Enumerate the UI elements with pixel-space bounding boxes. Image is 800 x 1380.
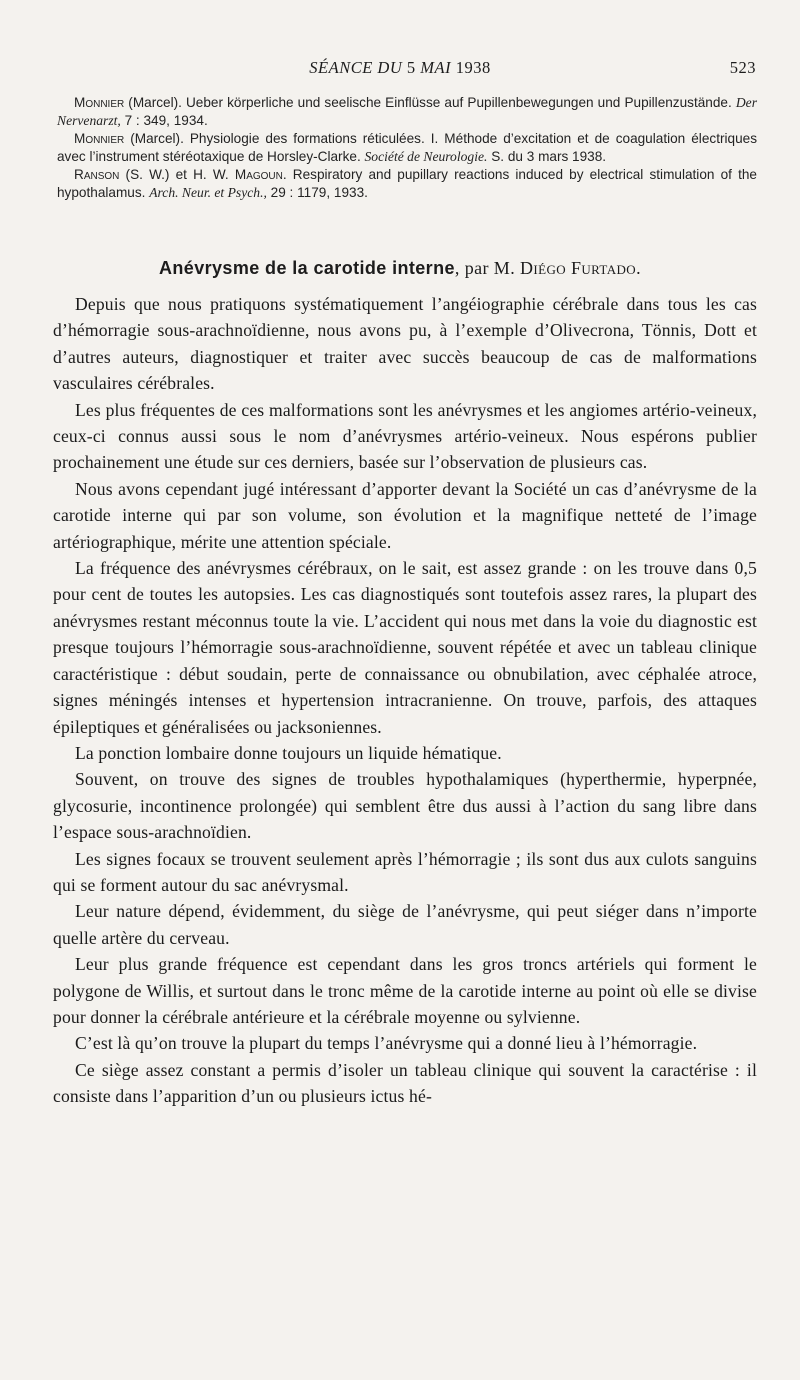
paragraph: La fréquence des anévrysmes cérébraux, on le sait, est assez grande : on les trouve dans 0,5 pour cent de toutes les autopsies. Les cas diagnostiqués sont toutefois assez rares, la plupart des anévrysmes restant méconnus toute la vie. L’accident qui nous met dans la voie du diagnostic est presque toujours l’hémorragie sous-arachnoïdienne, souvent répétée et avec un tableau clinique caractéristique : début soudain, perte de connaissance ou obnubilation, avec céphalée atroce, signes méningés intenses et hypertension intracranienne. On trouve, parfois, des attaques épileptiques et généralisées ou jacksoniennes. <box>53 558 757 737</box>
paragraph: Ce siège assez constant a permis d’isoler un tableau clinique qui souvent la caractérise : il consiste dans l’apparition d’un ou plusieurs ictus hé- <box>53 1059 757 1107</box>
paragraph: Nous avons cependant jugé intéressant d’apporter devant la Société un cas d’anévrysme de la carotide interne qui par son volume, son évolution et la magnifique netteté de l’image artériographique, mérite une attention spéciale. <box>53 478 757 552</box>
reference-text: (S. W.) et H. W. <box>119 167 235 182</box>
running-title-year: 1938 <box>455 58 491 77</box>
reference-item <box>57 94 757 130</box>
paragraph: La ponction lombaire donne toujours un liquide hématique. <box>75 742 502 763</box>
reference-journal: Arch. Neur. et Psych., <box>149 185 267 200</box>
reference-citation: 7 : 349, 1934. <box>120 113 208 128</box>
reference-text: . Respiratory and pupillary reactions induced by electrical stimulation of the hypothalamus. <box>57 167 757 200</box>
byline-prefix: , par M. <box>454 258 520 278</box>
running-head <box>0 58 800 82</box>
paragraph: Les signes focaux se trouvent seulement après l’hémorragie ; ils sont dus aux culots sanguins qui se forment autour du sac anévrysmal. <box>53 848 757 895</box>
reference-citation: S. du 3 mars 1938. <box>487 149 607 164</box>
paragraph: Les plus fréquentes de ces malformations sont les anévrysmes et les angiomes artério-veineux, ceux-ci connus aussi sous le nom d’anévrysmes artério-veineux. Nous espérons publier prochainement une étude sur ces derniers, basée sur l’observation de plusieurs cas. <box>53 399 757 473</box>
running-title-month: MAI <box>420 58 452 77</box>
reference-citation: 29 : 1179, 1933. <box>266 185 368 200</box>
reference-coauthor: Magoun <box>234 167 283 182</box>
paragraph: Souvent, on trouve des signes de troubles hypothalamiques (hyperthermie, hyperpnée, glycosurie, incontinence prolongée) qui semblent être dus aussi à l’action du sang libre dans l’espace sous-arachnoïdien. <box>53 769 757 843</box>
reference-item <box>57 166 757 202</box>
reference-text: (Marcel). Physiologie des formations réticulées. I. Méthode d’excitation et de coagulation électriques avec l’instrument stéréotaxique de Horsley-Clarke. <box>57 131 757 164</box>
article-author: Diégo Furtado <box>520 258 637 278</box>
reference-journal: Société de Neurologie. <box>364 149 488 164</box>
reference-item <box>57 130 757 166</box>
paragraph: Depuis que nous pratiquons systématiquement l’angéiographie cérébrale dans tous les cas d’hémorragie sous-arachnoïdienne, nous avons pu, à l’exemple d’Olivecrona, Tönnis, Dott et d’autres auteurs, diagnostiquer et traiter avec succès beaucoup de cas de malformations vasculaires cérébrales. <box>53 294 757 394</box>
reference-author: Ranson <box>74 167 120 182</box>
byline-end: . <box>636 258 642 278</box>
reference-list <box>57 94 757 202</box>
article-title: Anévrysme de la carotide interne <box>158 258 455 278</box>
paragraph: Leur nature dépend, évidemment, du siège de l’anévrysme, qui peut siéger dans n’importe quelle artère du cerveau. <box>53 901 757 948</box>
running-title-main: SÉANCE DU <box>309 58 403 77</box>
paragraph: Leur plus grande fréquence est cependant dans les gros troncs artériels qui forment le polygone de Willis, et surtout dans le tronc même de la carotide interne au point où elle se divise pour donner la cérébrale antérieure et la cérébrale moyenne ou sylvienne. <box>53 954 757 1027</box>
paragraph: C’est là qu’on trouve la plupart du temps l’anévrysme qui a donné lieu à l’hémorragie. <box>75 1033 698 1054</box>
reference-author: Monnier <box>74 131 125 146</box>
running-title-day: 5 <box>406 58 416 77</box>
reference-author: Monnier <box>74 95 125 110</box>
article-body <box>53 291 757 1110</box>
running-title <box>0 58 800 78</box>
page-number: 523 <box>729 58 756 77</box>
reference-journal: Der Nervenarzt, <box>57 95 757 128</box>
reference-text: (Marcel). Ueber körperliche und seelische Einflüsse auf Pupillenbewegungen und Pupillenzustände. <box>124 95 736 110</box>
article-heading <box>0 258 800 279</box>
